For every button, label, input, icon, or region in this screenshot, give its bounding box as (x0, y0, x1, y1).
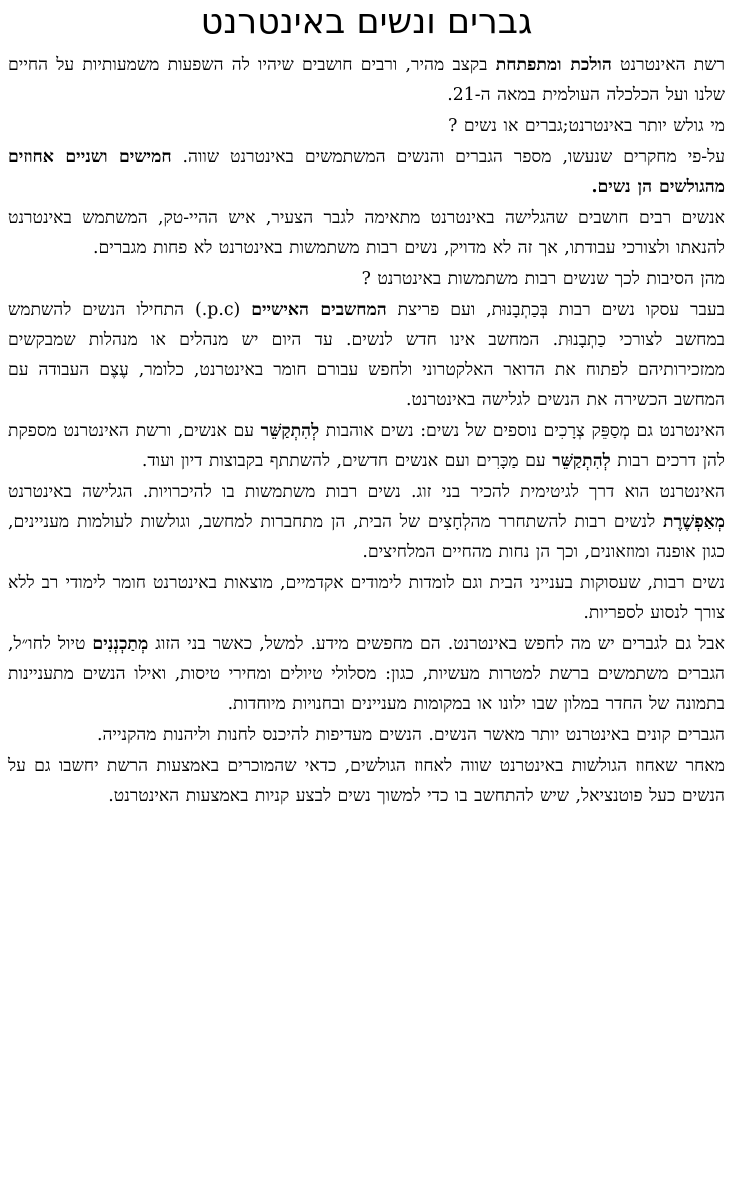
bold-text: לְהִתְקַשֵּׁר (552, 451, 611, 471)
paragraph-4 (8, 203, 725, 263)
paragraph-text: מאחר שאחוז הגולשות באינטרנט שווה לאחוז הגולשים, כדאי שהמוכרים באמצעות הרשת יחשבו גם על הנשים כעל פוטנציאל, שיש להתחשב בו כדי למשוך נשים לבצע קניות באמצעות האינטרנט. (8, 756, 725, 806)
paragraph-text: רשת האינטרנט (611, 55, 726, 75)
paragraph-text: אבל גם לגברים יש מה לחפש באינטרנט. הם מחפשים מידע. למשל, כאשר בני הזוג (148, 634, 725, 654)
paragraph-text: עם אנשים, ורשת האינטרנט מספקת להן דרכים רבות (8, 421, 725, 471)
paragraph-11 (8, 720, 725, 750)
bold-text: מְתַכְנְנִים (92, 634, 149, 654)
paragraph-text: (p.c.) התחילו הנשים להשתמש במחשב לצורכי כַתְבָנוּת. המחשב אינו חדש לנשים. עד היום יש מנהלים או מנהלות שמבקשים ממזכירותיהם לפתוח את הדואר האלקטרוני ולחפש עבורם חומר באינטרנט, כלומר, עֶצֶם העבודה עם המחשב הכשירה את הנשים לגלישה באינטרנט. (8, 300, 725, 410)
paragraph-2 (8, 111, 725, 141)
bold-text: לְהִתְקַשֵּׁר (260, 421, 320, 441)
paragraph-10 (8, 629, 725, 719)
paragraph-12 (8, 751, 725, 811)
paragraph-5 (8, 264, 725, 294)
paragraph-text: בעבר עסקו נשים רבות בְּכַתְבָנוּת, ועם פריצת (386, 300, 725, 320)
paragraph-text: מי גולש יותר באינטרנט;גברים או נשים ? (448, 116, 725, 136)
paragraph-text: נשים רבות, שעסוקות בענייני הבית וגם לומדות לימודים אקדמיים, מוצאות באינטרנט חומר לימודי רב ללא צורך לנסוע לספריות. (8, 573, 725, 623)
paragraph-7 (8, 416, 725, 476)
paragraph-text: עם מַכָּרִים ועם אנשים חדשים, להשתתף בקבוצות דיון ועוד. (141, 451, 553, 471)
paragraph-text: הגברים קונים באינטרנט יותר מאשר הנשים. הנשים מעדיפות להיכנס לחנות וליהנות מהקנייה. (96, 725, 725, 745)
paragraph-1 (8, 50, 725, 110)
paragraph-9 (8, 568, 725, 628)
paragraph-text: בקצב מהיר, ורבים חושבים שיהיו לה השפעות משמעותיות על החיים שלנו ועל הכלכלה העולמית במאה ה-21. (8, 55, 725, 105)
paragraph-3 (8, 142, 725, 202)
paragraph-text: האינטרנט גם מְסַפֵּק צְרָכִים נוספים של נשים: נשים אוהבות (319, 421, 725, 441)
paragraph-text: על-פי מחקרים שנעשו, מספר הגברים והנשים המשתמשים באינטרנט שווה. (171, 147, 725, 167)
bold-text: המחשבים האישיים (251, 300, 387, 320)
paragraph-8 (8, 477, 725, 567)
bold-text: חמישים ושניים אחוזים מהגולשים הן נשים. (8, 147, 725, 197)
page-title: גברים ונשים באינטרנט (200, 2, 533, 42)
paragraph-text: אנשים רבים חושבים שהגלישה באינטרנט מתאימה לגבר הצעיר, איש ההיי-טק, המשתמש באינטרנט להנאתו ולצורכי עבודתו, אך זה לא מדויק, נשים רבות משתמשות באינטרנט לא פחות מגברים. (8, 208, 725, 258)
bold-text: מְאַפְשֶׁרֶת (662, 512, 725, 532)
paragraph-text: האינטרנט הוא דרך לגיטימית להכיר בני זוג. נשים רבות משתמשות בו להיכרויות. הגלישה באינטרנט (8, 482, 725, 502)
paragraph-text: לנשים רבות להשתחרר מהלְחָצִים של הבית, הן מתחברות למחשב, וגולשות לעולמות מעניינים, כגון אופנה ומוזאונים, וכך הן נחות מהחיים המלחיצים. (8, 512, 725, 562)
bold-text: הולכת ומתפתחת (495, 55, 612, 75)
paragraph-6 (8, 295, 725, 415)
paragraph-text: מהן הסיבות לכך שנשים רבות משתמשות באינטרנט ? (361, 269, 725, 289)
paragraph-text: טיול לחו״ל, הגברים משתמשים ברשת למטרות מעשיות, כגון: מסלולי טיולים ומחירי טיסות, ואילו הנשים מתעניינות בתמונה של החדר במלון שבו ילונו או במקומות מעניינים ובחנויות מיוחדות. (8, 634, 725, 714)
